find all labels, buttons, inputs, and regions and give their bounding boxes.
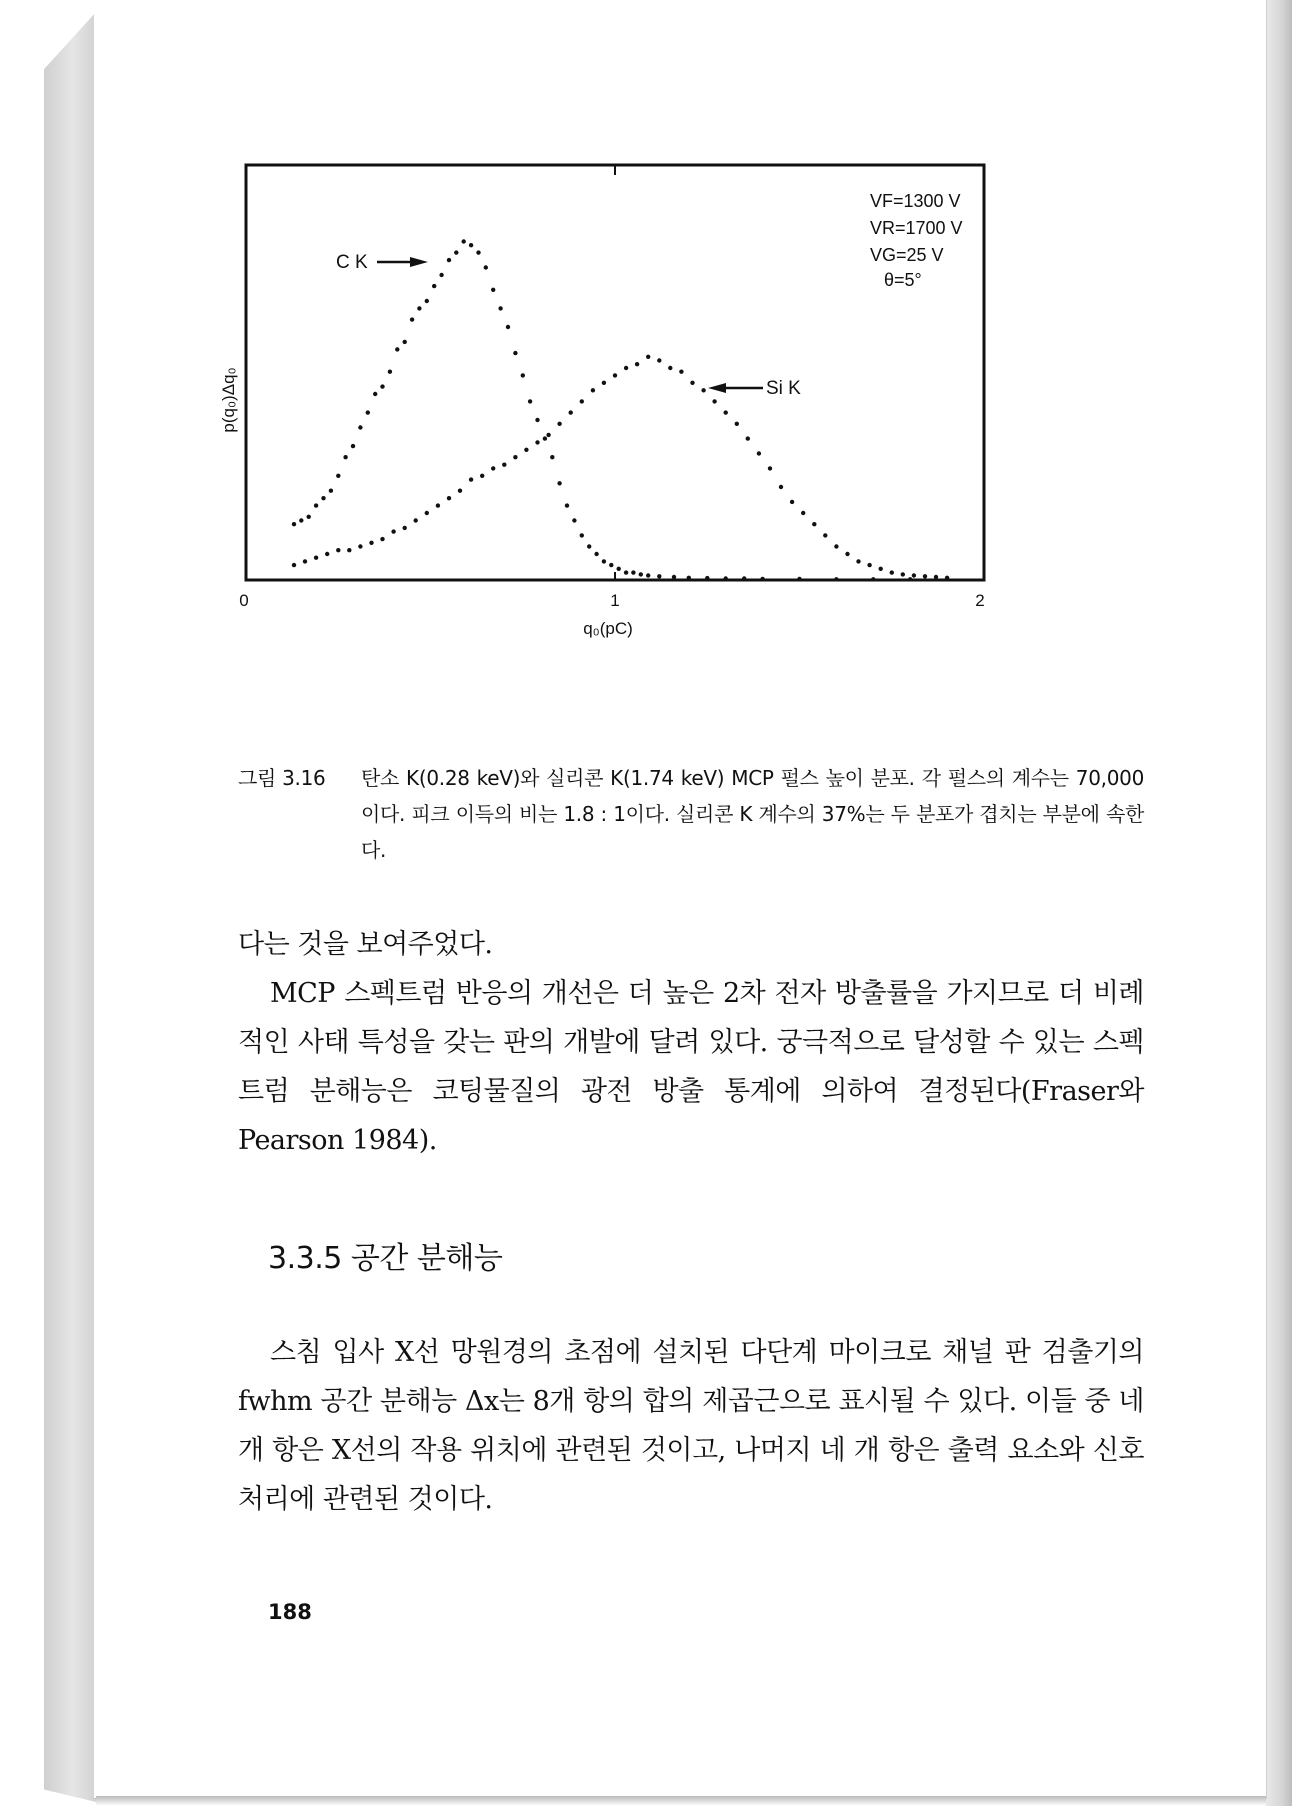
ck-point [602, 559, 606, 563]
sik-point [391, 529, 395, 533]
sik-point [768, 466, 772, 470]
ck-point [705, 576, 709, 580]
ck-point [513, 351, 517, 355]
caption-text: 탄소 K(0.28 keV)와 실리콘 K(1.74 keV) MCP 펄스 높이 분포. 각 펄스의 계수는 70,000이다. 피크 이득의 비는 1.8 : 1이다. 실리콘 K 계수의 37%는 두 분포가 겹치는 부분에 속한다. [361, 766, 1144, 862]
sik-point [303, 559, 307, 563]
paragraph-spectral-response: MCP 스펙트럼 반응의 개선은 더 높은 2차 전자 방출률을 가지므로 더 비례적인 사태 특성을 갖는 판의 개발에 달려 있다. 궁극적으로 달성할 수 있는 스펙트럼 분해능은 코팅물질의 광전 방출 통계에 의하여 결정된다(Fraser와 Pearson 1984). [238, 978, 1144, 1156]
section-heading: 3.3.5 공간 분해능 [268, 1241, 503, 1276]
ck-point [321, 496, 325, 500]
ck-point [565, 503, 569, 507]
ck-point [760, 577, 764, 581]
ck-point [506, 325, 510, 329]
ck-point [535, 418, 539, 422]
annotation-sik-label: Si K [766, 378, 801, 399]
sik-point [890, 570, 894, 574]
sik-point [524, 448, 528, 452]
ck-point [358, 425, 362, 429]
sik-point [690, 381, 694, 385]
ck-point [609, 563, 613, 567]
paragraph-spatial-resolution: 스침 입사 X선 망원경의 초점에 설치된 다단계 마이크로 채널 판 검출기의 fwhm 공간 분해능 Δx는 8개 항의 합의 제곱근으로 표시될 수 있다. 이들 중 네 개 항은 X선의 작용 위치에 관련된 것이고, 나머지 네 개 항은 출력 요소와 신호처리에 관련된 것이다. [238, 1337, 1144, 1515]
sik-point [923, 574, 927, 578]
ck-point [432, 284, 436, 288]
ck-series [292, 239, 913, 581]
sik-point [513, 455, 517, 459]
ck-point [425, 299, 429, 303]
y-axis-label: p(q₀)Δq₀ [219, 367, 238, 433]
sik-point [580, 399, 584, 403]
ck-point [742, 576, 746, 580]
figure-caption [238, 760, 1144, 868]
sik-point [934, 575, 938, 579]
sik-point [657, 358, 661, 362]
ck-point [454, 250, 458, 254]
sik-point [414, 518, 418, 522]
ck-point [543, 436, 547, 440]
ck-point [484, 265, 488, 269]
sik-point [502, 463, 506, 467]
sik-point [480, 474, 484, 478]
ck-point [307, 515, 311, 519]
ck-point [631, 570, 635, 574]
ck-point [462, 239, 466, 243]
sik-point [757, 451, 761, 455]
sik-point [845, 552, 849, 556]
book-left-edge [44, 12, 96, 1802]
sik-point [535, 440, 539, 444]
ck-point [336, 474, 340, 478]
sik-point [557, 422, 561, 426]
ck-point [476, 250, 480, 254]
sik-point [679, 370, 683, 374]
sik-point [491, 466, 495, 470]
page-shadow [96, 1796, 1266, 1806]
sik-point [735, 422, 739, 426]
book-right-edge [1266, 0, 1292, 1806]
ck-point [557, 481, 561, 485]
ck-point [724, 576, 728, 580]
annotation-ck-label: C K [336, 252, 368, 273]
sik-point [569, 410, 573, 414]
sik-point [369, 541, 373, 545]
ck-point [657, 574, 661, 578]
sik-point [790, 500, 794, 504]
ck-point [417, 306, 421, 310]
sik-point [635, 362, 639, 366]
ck-point [871, 577, 875, 581]
sik-point [945, 576, 949, 580]
sik-point [403, 526, 407, 530]
ck-point [639, 572, 643, 576]
ck-point [687, 576, 691, 580]
ck-point [388, 370, 392, 374]
sik-point [347, 548, 351, 552]
ck-point [380, 384, 384, 388]
param-vf: VF=1300 V [870, 191, 961, 211]
param-theta: θ=5° [884, 270, 922, 290]
annotation-sik-arrow [708, 383, 763, 393]
sik-point [712, 399, 716, 403]
sik-point [624, 366, 628, 370]
sik-point [701, 388, 705, 392]
ck-point [624, 570, 628, 574]
sik-point [602, 381, 606, 385]
param-vg: VG=25 V [870, 245, 944, 265]
paragraph-continued: 다는 것을 보여주었다. [238, 929, 493, 960]
caption-label: 그림 3.16 [238, 766, 326, 790]
sik-point [447, 496, 451, 500]
ck-point [491, 288, 495, 292]
sik-point [724, 410, 728, 414]
page-number: 188 [268, 1600, 312, 1624]
sik-point [834, 544, 838, 548]
sik-point [823, 533, 827, 537]
ck-point [366, 410, 370, 414]
ck-point [447, 258, 451, 262]
sik-point [746, 436, 750, 440]
ck-point [373, 392, 377, 396]
x-tick-label-2: 2 [975, 591, 985, 610]
sik-point [646, 355, 650, 359]
sik-point [314, 556, 318, 560]
ck-point [617, 567, 621, 571]
sik-point [436, 503, 440, 507]
ck-point [410, 317, 414, 321]
ck-point [395, 347, 399, 351]
x-axis-label: q₀(pC) [583, 619, 633, 638]
ck-point [672, 575, 676, 579]
ck-point [580, 533, 584, 537]
ck-point [329, 489, 333, 493]
ck-point [343, 455, 347, 459]
ck-point [521, 373, 525, 377]
ck-point [550, 455, 554, 459]
sik-point [380, 537, 384, 541]
ck-point [587, 544, 591, 548]
sik-point [336, 548, 340, 552]
ck-point [292, 522, 296, 526]
ck-point [834, 577, 838, 581]
sik-point [779, 485, 783, 489]
sik-point [469, 477, 473, 481]
sik-series [292, 355, 950, 580]
sik-point [912, 573, 916, 577]
sik-point [668, 366, 672, 370]
ck-point [299, 518, 303, 522]
param-vr: VR=1700 V [870, 218, 963, 238]
sik-point [325, 552, 329, 556]
ck-point [314, 503, 318, 507]
sik-point [867, 563, 871, 567]
x-tick-label-1: 1 [610, 591, 620, 610]
ck-point [528, 399, 532, 403]
ck-point [594, 552, 598, 556]
sik-point [546, 433, 550, 437]
sik-point [425, 511, 429, 515]
ck-point [572, 518, 576, 522]
x-tick-label-0: 0 [239, 591, 249, 610]
sik-point [801, 511, 805, 515]
sik-point [879, 567, 883, 571]
ck-point [403, 340, 407, 344]
sik-point [292, 563, 296, 567]
sik-point [613, 373, 617, 377]
ck-point [797, 577, 801, 581]
sik-point [358, 544, 362, 548]
sik-point [856, 559, 860, 563]
sik-point [812, 522, 816, 526]
sik-point [458, 489, 462, 493]
sik-point [901, 572, 905, 576]
ck-point [469, 243, 473, 247]
pulse-height-chart [219, 178, 1156, 758]
ck-point [646, 573, 650, 577]
ck-point [498, 306, 502, 310]
sik-point [591, 388, 595, 392]
annotation-ck-arrow [377, 257, 428, 267]
ck-point [908, 577, 912, 581]
ck-point [351, 444, 355, 448]
ck-point [439, 273, 443, 277]
